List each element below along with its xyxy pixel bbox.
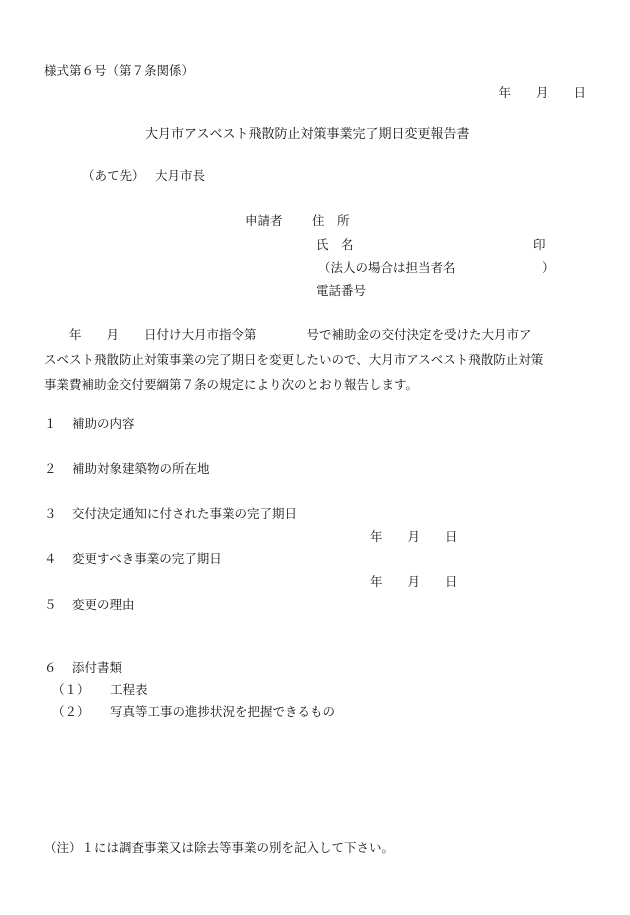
item-number: １ [44, 416, 57, 431]
applicant-label: 申請者 [245, 213, 283, 228]
date-line: 年 月 日 [498, 85, 586, 100]
item-label: 添付書類 [72, 660, 123, 675]
address-label: 住 所 [312, 213, 350, 228]
addressee-label: （あて先） [82, 168, 145, 183]
phone-label: 電話番号 [316, 283, 367, 298]
document-title: 大月市アスベスト飛散防止対策事業完了期日変更報告書 [145, 127, 470, 142]
item-date: 年 月 日 [370, 574, 458, 589]
attachment-label: 工程表 [110, 682, 148, 697]
item-label: 補助の内容 [72, 416, 135, 431]
item-label: 交付決定通知に付された事業の完了期日 [72, 506, 298, 521]
attachment-number: （２） [52, 704, 90, 719]
body-line: 年 月 日付け大月市指令第 号で補助金の交付決定を受けた大月市ア [44, 327, 532, 342]
item-number: ６ [44, 660, 57, 675]
body-line: 事業費補助金交付要綱第７条の規定により次のとおり報告します。 [44, 377, 419, 392]
item-label: 変更の理由 [72, 597, 135, 612]
item-number: ４ [44, 551, 57, 566]
attachment-number: （１） [52, 682, 90, 697]
footnote: （注）１には調査事業又は除去等事業の別を記入して下さい。 [44, 840, 395, 855]
item-number: ２ [44, 461, 57, 476]
item-label: 補助対象建築物の所在地 [72, 461, 210, 476]
item-label: 変更すべき事業の完了期日 [72, 551, 222, 566]
seal-mark: 印 [533, 237, 546, 252]
addressee-name: 大月市長 [155, 168, 206, 183]
body-paragraph [44, 322, 592, 397]
corporate-note: （法人の場合は担当者名 [318, 260, 456, 275]
attachment-label: 写真等工事の進捗状況を把握できるもの [110, 704, 336, 719]
item-date: 年 月 日 [370, 529, 458, 544]
item-number: ５ [44, 597, 57, 612]
corporate-note-close: ） [542, 260, 555, 275]
form-number: 様式第６号（第７条関係） [44, 63, 195, 78]
body-line: スベスト飛散防止対策事業の完了期日を変更したいので、大月市アスベスト飛散防止対策 [44, 352, 544, 367]
item-number: ３ [44, 506, 57, 521]
name-label: 氏 名 [316, 237, 354, 252]
